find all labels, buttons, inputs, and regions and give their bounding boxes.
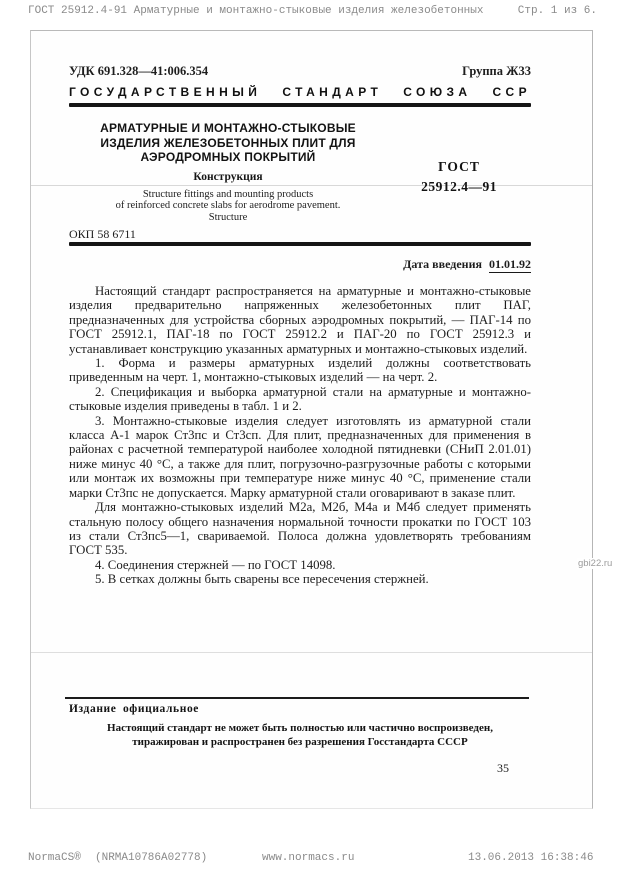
page-number: 35 xyxy=(497,761,509,775)
banner-rule xyxy=(69,103,531,107)
print-datetime: 13.06.2013 16:38:46 xyxy=(468,852,594,864)
viewer-print-header xyxy=(28,5,597,17)
title-en-line-3: Structure xyxy=(208,211,248,223)
page-counter: Стр. 1 из 6. xyxy=(517,5,597,17)
document-title-line-2: ИЗДЕЛИЯ ЖЕЛЕЗОБЕТОННЫХ ПЛИТ ДЛЯ xyxy=(100,135,356,150)
footer-rule xyxy=(65,697,529,699)
gost-label: ГОСТ xyxy=(438,159,480,174)
document-title-line-3: АЭРОДРОМНЫХ ПОКРЫТИЙ xyxy=(140,150,316,164)
document-body xyxy=(69,284,531,587)
paragraph-item-2: 2. Спецификация и выборка арматурной стали на арматурные и монтажно-стыковые изделия приведены в табл. 1 и 2. xyxy=(69,384,531,414)
document-title-english xyxy=(69,189,387,224)
header-rule xyxy=(69,242,531,246)
site-watermark: gbi22.ru xyxy=(578,558,613,569)
paragraph-scope: Настоящий стандарт распространяется на арматурные и монтажно-стыковые изделия предварительно напряженных железобетонных плит ПАГ, предназначенных для устройства сборных аэродромных покрытий, — ПАГ-14 по ГОСТ 25912.1, ПАГ-18 по ГОСТ 25912.2 и ПАГ-20 по ГОСТ 25912.3 и устанавливает конструкцию указанных арматурных и монтажно-стыковых изделий. xyxy=(69,284,531,356)
copyright-line-2: тиражирован и распространен без разрешения Госстандарта СССР xyxy=(132,736,468,748)
title-en-line-1: Structure fittings and mounting products xyxy=(142,188,314,200)
normacs-brand: NormaCS® xyxy=(28,852,81,864)
paragraph-item-4: 4. Соединения стержней — по ГОСТ 14098. xyxy=(95,557,336,572)
state-standard-banner: ГОСУДАРСТВЕННЫЙ СТАНДАРТ СОЮЗА ССР xyxy=(69,85,531,99)
viewer-print-footer xyxy=(0,852,620,868)
paragraph-item-3-continued: Для монтажно-стыковых изделий М2а, М2б, М4а и М4б следует применять стальную полосу общего назначения нормальной точности прокатки по ГОСТ 103 из стали Ст3пс5—1, свариваемой. Полоса должна удовлетворять требованиям ГОСТ 535. xyxy=(69,500,531,558)
paragraph-item-5: 5. В сетках должны быть сварены все пересечения стержней. xyxy=(95,572,429,587)
gost-number: 25912.4—91 xyxy=(421,179,497,194)
udk-code: УДК 691.328—41:006.354 xyxy=(69,64,209,78)
copyright-line-1: Настоящий стандарт не может быть полностью или частично воспроизведен, xyxy=(107,722,493,734)
license-number: (NRMA10786A02778) xyxy=(95,852,208,864)
scan-artifact-line-bottom xyxy=(31,652,592,653)
paragraph-item-3: 3. Монтажно-стыковые изделия следует изготовлять из арматурной стали класса А-1 марок Ст3пс и Ст3сп. Для плит, предназначенных для применения в районах с расчетной температурой наиболее холодной пятидневки (СНиП 2.01.01) ниже минус 40 °С, а также для плит, погрузочно-разгрузочные работы с которыми или монтаж их возможны при температуре ниже минус 40 °С, применение стали марки Ст3пс не допускается. Марку арматурной стали оговаривают в заказе плит. xyxy=(69,413,531,500)
paragraph-item-1: 1. Форма и размеры арматурных изделий должны соответствовать приведенным на черт. 1, монтажно-стыковых изделий — на черт. 2. xyxy=(69,356,531,385)
title-column xyxy=(69,119,387,223)
effective-date-row xyxy=(69,257,531,272)
group-code: Группа Ж33 xyxy=(462,64,531,78)
site-url: www.normacs.ru xyxy=(262,852,355,864)
document-title-line-1: АРМАТУРНЫЕ И МОНТАЖНО-СТЫКОВЫЕ xyxy=(100,121,356,135)
document-subtitle: Конструкция xyxy=(193,170,263,183)
title-block xyxy=(69,119,531,223)
document-page xyxy=(30,30,593,809)
effective-date-value: 01.01.92 xyxy=(489,257,531,271)
copyright-notice xyxy=(69,721,531,749)
document-title-header: ГОСТ 25912.4-91 Арматурные и монтажно-стыковые изделия железобетонных xyxy=(28,5,484,17)
okp-code: ОКП 58 6711 xyxy=(69,227,136,241)
udk-row xyxy=(69,64,531,79)
effective-date-label: Дата введения xyxy=(403,257,482,271)
title-en-line-2: of reinforced concrete slabs for aerodrome pavement. xyxy=(115,200,341,211)
official-edition-label: Издание официальное xyxy=(69,703,200,715)
designation-column xyxy=(387,119,531,223)
